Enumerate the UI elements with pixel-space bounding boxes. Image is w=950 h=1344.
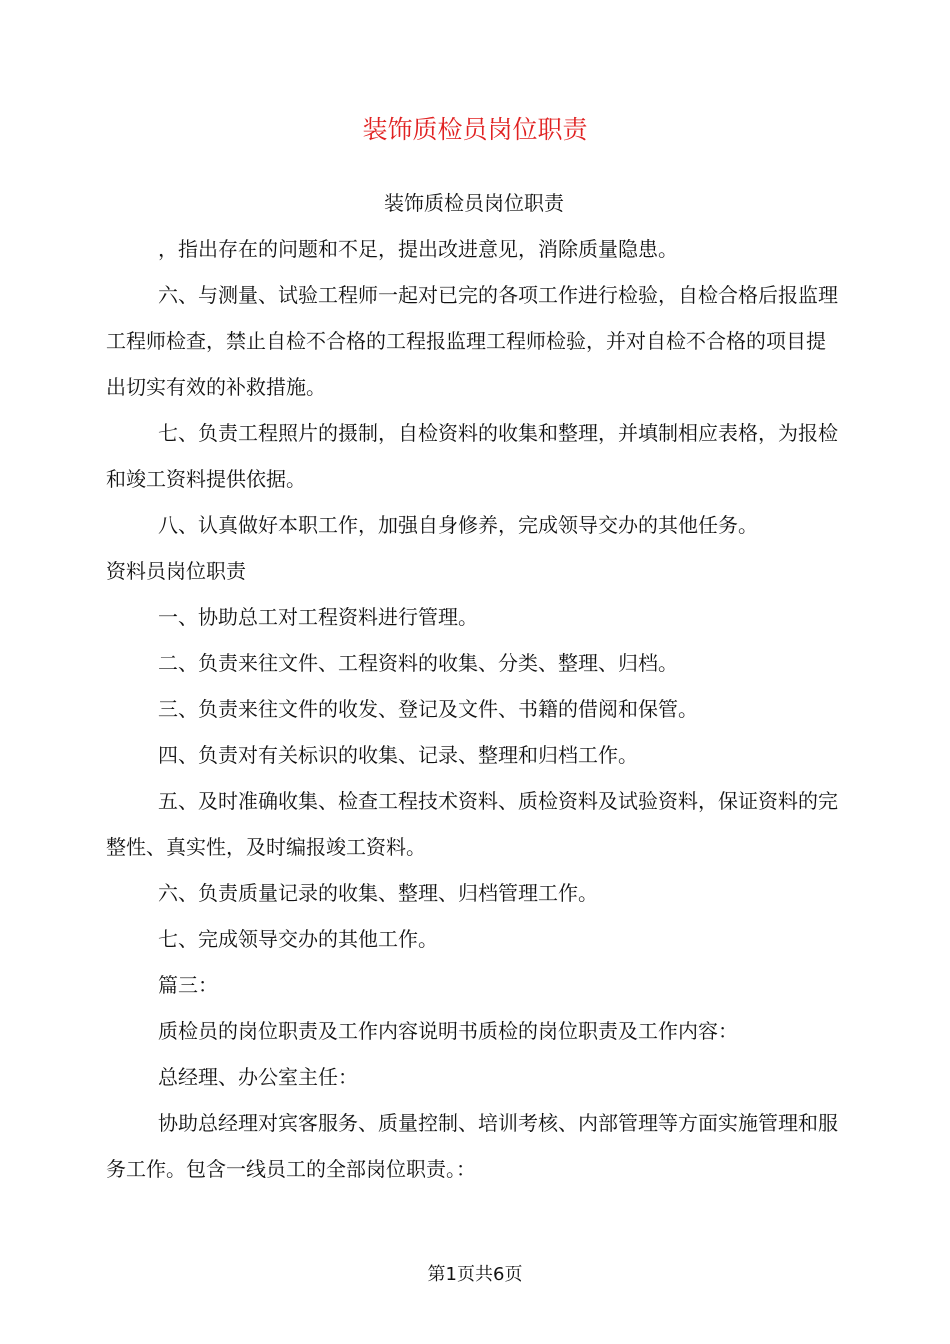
paragraph: 总经理、办公室主任： (158, 1065, 358, 1089)
paragraph: 质检员的岗位职责及工作内容说明书质检的岗位职责及工作内容： (158, 1019, 738, 1043)
page-title: 装饰质检员岗位职责 (362, 115, 588, 144)
paragraph: 五、及时准确收集、检查工程技术资料、质检资料及试验资料，保证资料的完整性、真实性，及时编报竣工资料。 (106, 789, 838, 859)
paragraph: 六、负责质量记录的收集、整理、归档管理工作。 (158, 881, 598, 905)
paragraph: ，指出存在的问题和不足，提出改进意见，消除质量隐患。 (158, 237, 678, 261)
paragraph: 四、负责对有关标识的收集、记录、整理和归档工作。 (158, 743, 638, 767)
paragraph: 二、负责来往文件、工程资料的收集、分类、整理、归档。 (158, 651, 678, 675)
paragraph: 七、负责工程照片的摄制，自检资料的收集和整理，并填制相应表格，为报检和竣工资料提供依据。 (106, 421, 838, 491)
section-heading: 资料员岗位职责 (106, 559, 246, 583)
section-heading: 装饰质检员岗位职责 (384, 191, 564, 215)
paragraph: 七、完成领导交办的其他工作。 (158, 927, 438, 951)
paragraph: 协助总经理对宾客服务、质量控制、培训考核、内部管理等方面实施管理和服务工作。包含一线员工的全部岗位职责。： (106, 1111, 838, 1181)
document-body (106, 180, 842, 1192)
paragraph: 三、负责来往文件的收发、登记及文件、书籍的借阅和保管。 (158, 697, 698, 721)
paragraph: 八、认真做好本职工作，加强自身修养，完成领导交办的其他任务。 (158, 513, 758, 537)
paragraph: 六、与测量、试验工程师一起对已完的各项工作进行检验，自检合格后报监理工程师检查，禁止自检不合格的工程报监理工程师检验，并对自检不合格的项目提出切实有效的补救措施。 (106, 283, 838, 399)
section-heading: 篇三： (158, 973, 218, 997)
page-number: 第1页共6页 (427, 1264, 523, 1285)
paragraph: 一、协助总工对工程资料进行管理。 (158, 605, 478, 629)
